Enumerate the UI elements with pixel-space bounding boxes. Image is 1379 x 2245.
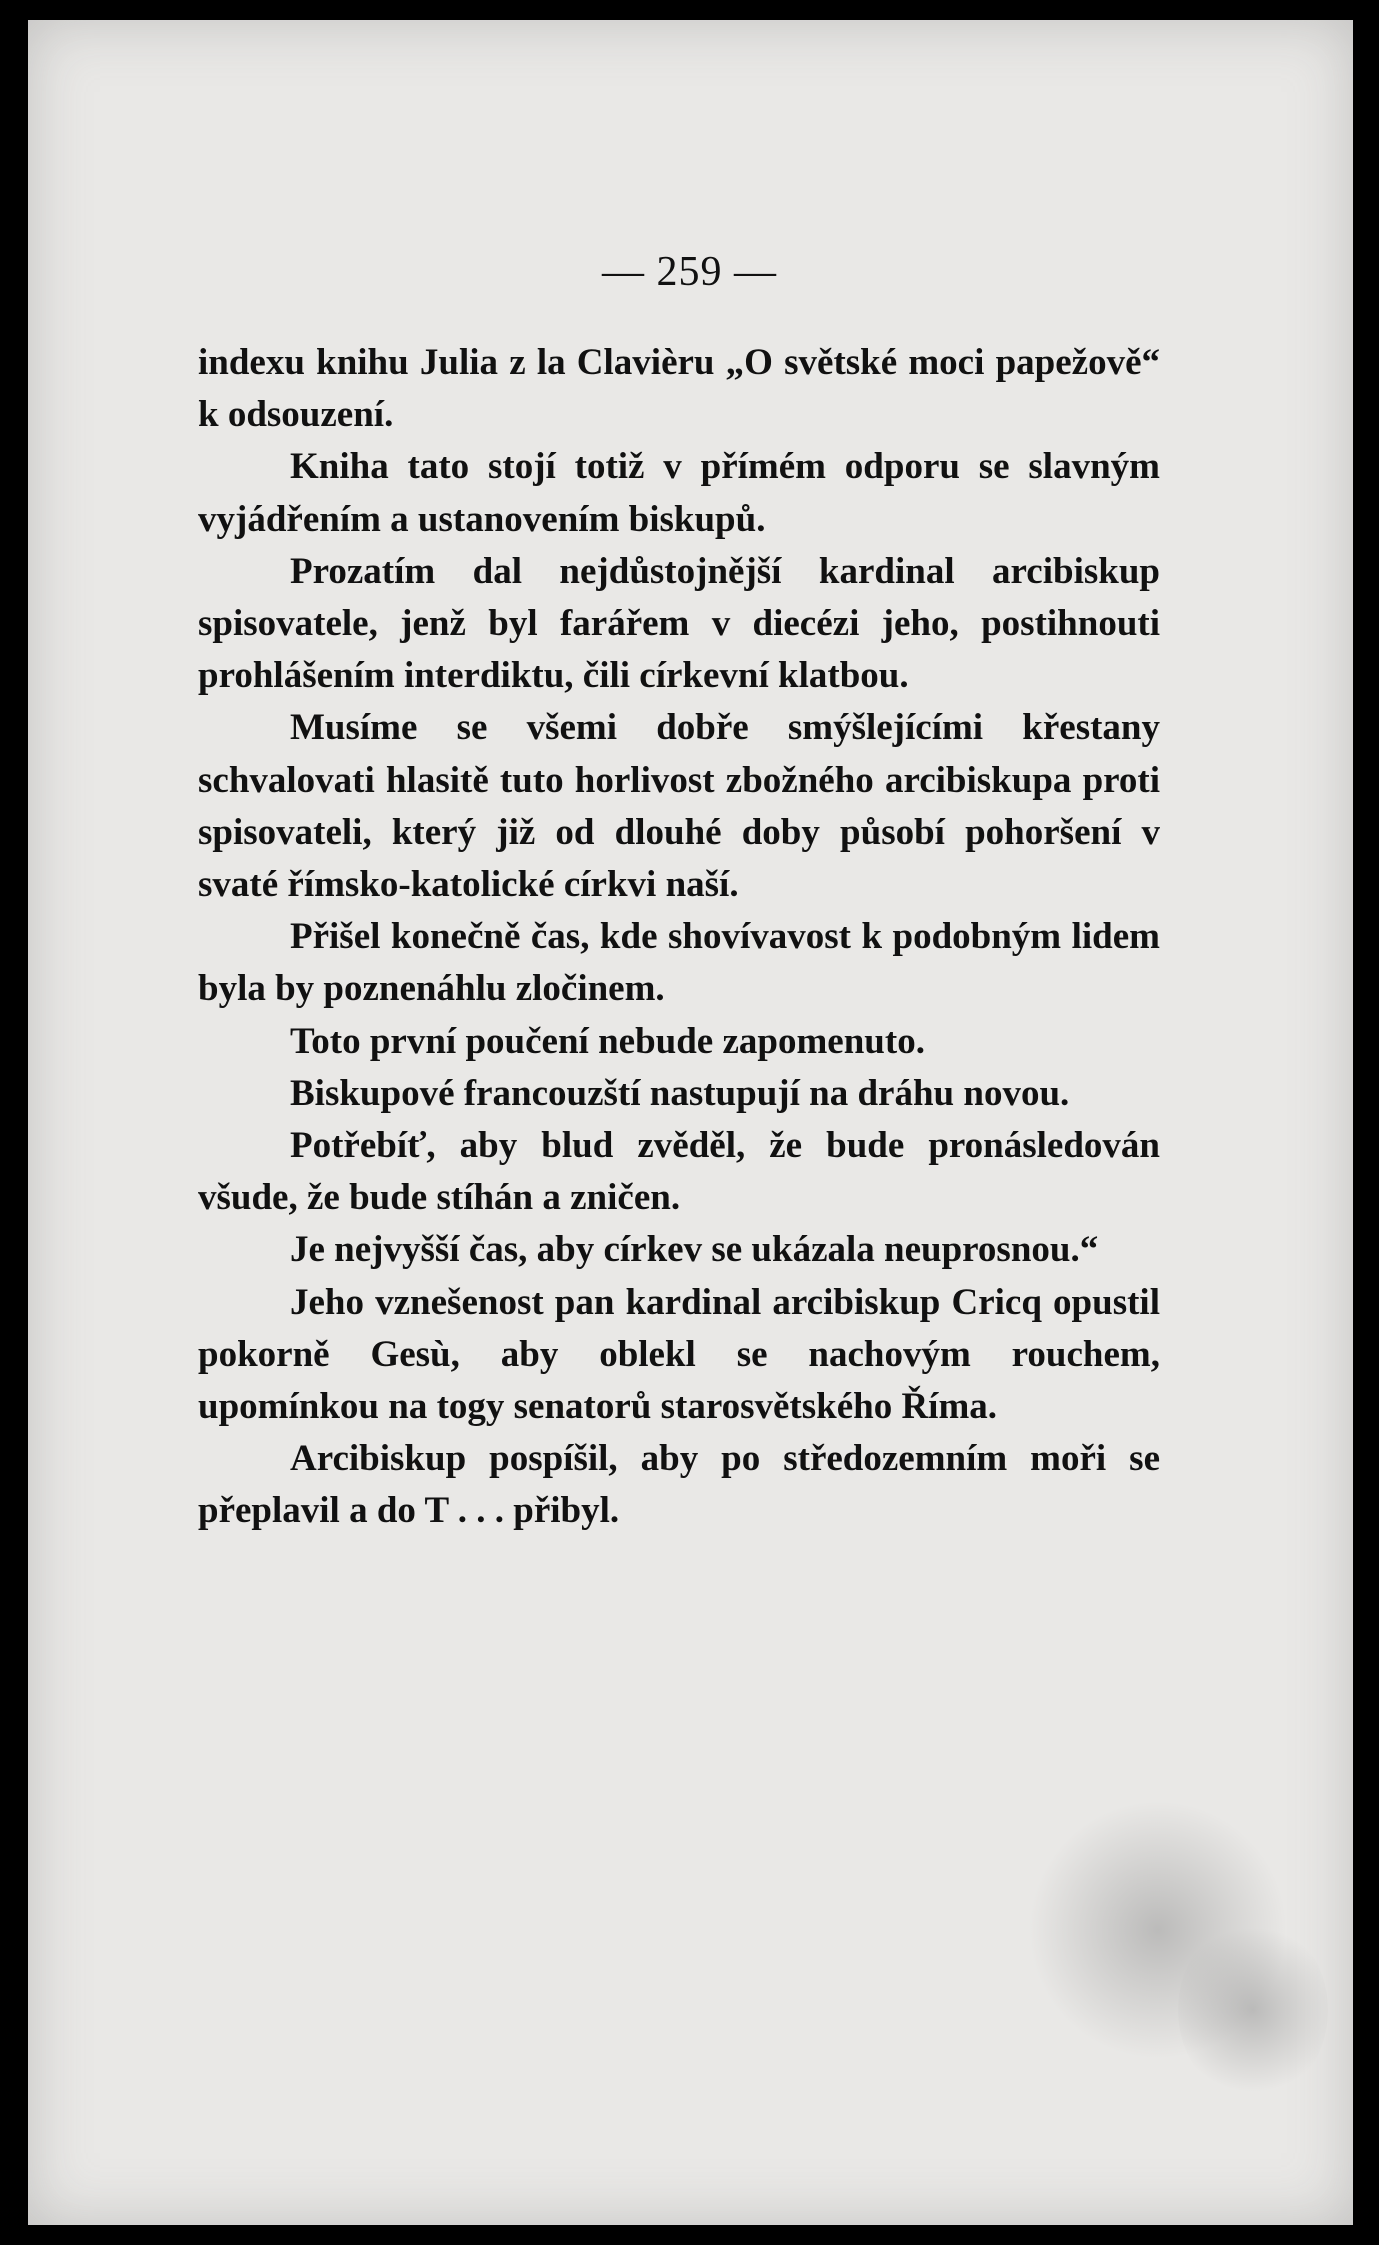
paragraph: Potřebíť, aby blud zvěděl, že bude pronásledován všude, že bude stíhán a zničen. xyxy=(198,1125,1160,1219)
paragraph: Prozatím dal nejdůstojnější kardinal arcibiskup spisovatele, jenž byl farářem v diecézi jeho, postihnouti prohlášením interdiktu, čili církevní klatbou. xyxy=(198,550,1160,697)
paragraph: Přišel konečně čas, kde shovívavost k podobným lidem byla by poznenáhlu zločinem. xyxy=(198,916,1160,1010)
paragraph: Musíme se všemi dobře smýšlejícími křestany schvalovati hlasitě tuto horlivost zbožného arcibiskupa proti spisovateli, který již od dlouhé doby působí pohoršení v svaté římsko-katolické církvi naší. xyxy=(198,707,1160,906)
page-number: — 259 — xyxy=(602,249,777,295)
body-text xyxy=(198,337,1160,1538)
paragraph: Toto první poučení nebude zapomenuto. xyxy=(290,1020,925,1062)
paragraph: Kniha tato stojí totiž v přímém odporu se slavným vyjádřením a ustanovením biskupů. xyxy=(198,446,1160,540)
paragraph: Jeho vznešenost pan kardinal arcibiskup Cricq opustil pokorně Gesù, aby oblekl se nachovým rouchem, upomínkou na togy senatorů starosvětského Říma. xyxy=(198,1281,1160,1428)
stain-mark xyxy=(1178,1920,1328,2100)
paragraph: Biskupové francouzští nastupují na dráhu novou. xyxy=(290,1072,1070,1114)
paragraph: Arcibiskup pospíšil, aby po středozemním moři se přeplavil a do T . . . přibyl. xyxy=(198,1438,1160,1532)
paragraph: Je nejvyšší čas, aby církev se ukázala neuprosnou.“ xyxy=(290,1229,1099,1271)
paragraph: indexu knihu Julia z la Clavièru „O světské moci papežově“ k odsouzení. xyxy=(198,342,1160,436)
